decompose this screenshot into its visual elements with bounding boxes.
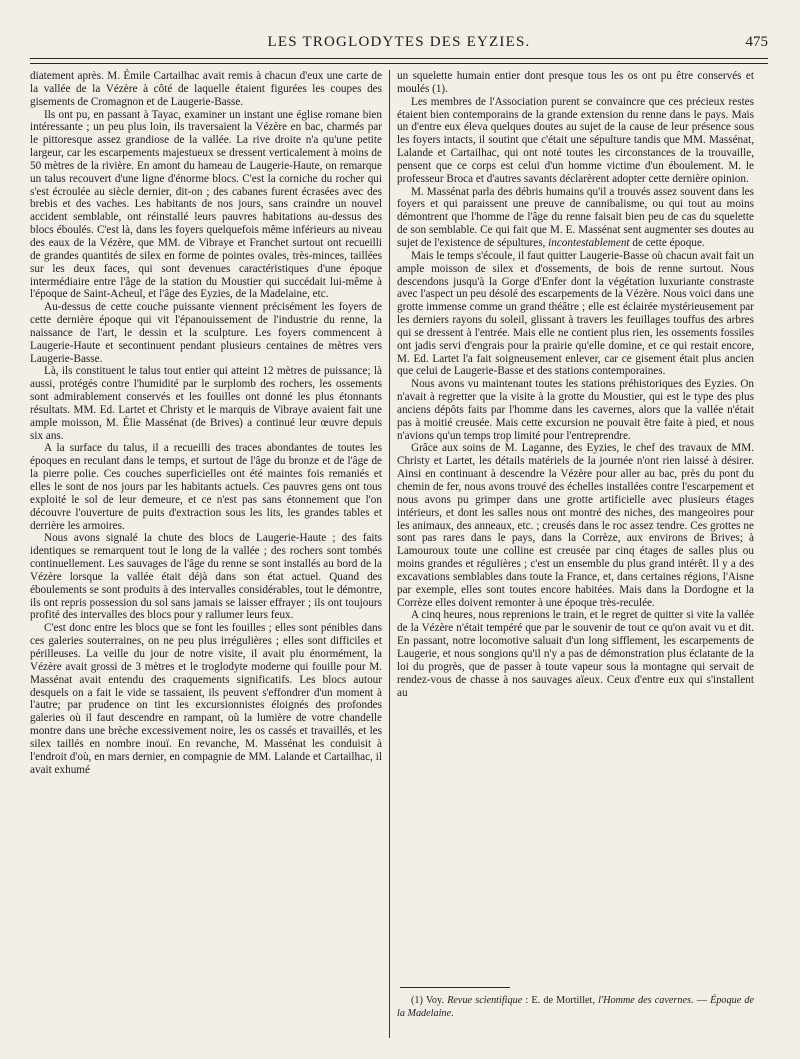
footnote-source: Revue scientifique	[447, 995, 523, 1006]
paragraph: Grâce aux soins de M. Laganne, des Eyzies, le chef des travaux de MM. Christy et Lartet, les détails matériels de la journée n'ont rien laissé à désirer. Ainsi en continuant à descendre la Vézère pour aller au bac, près du pont du chemin de fer, nous avons trouvé des échelles installées contre l'escarpement et nous avons pu grimper dans une grotte artificielle avec plusieurs étages intérieurs, et dont les salles nous ont montré des niches, des mangeoires pour les animaux, des anneaux, etc. ; creusés dans le roc assez tendre. Ces grottes ne sont pas rares dans le pays, dans la Corrèze, aux environs de Brives; à Lamouroux toute une colline est creusée par cinq étages de salles plus ou moins grandes et régulières ; c'est un ensemble du plus grand intérêt. Il y a des excavations semblables dans toute la France, et, dans certaines régions, l'Aisne par exemple, elles sont toutes encore habitées. Mais dans la Dordogne et la Corrèze elles doivent remonter à une époque très-reculée.	[397, 442, 754, 609]
footnote-middle: : E. de Mortillet,	[522, 995, 599, 1006]
paragraph-text: M. Massénat parla des débris humains qu'il a trouvés assez souvent dans les foyers et qui paraissent une preuve de cannibalisme, ou qui tout au moins démontrent que l'homme de l'âge du renne faisait bien peu de cas du squelette de son semblable. Ce qui fait que M. E. Massénat sent augmenter ses doutes au sujet de l'existence de sépultures,	[397, 185, 754, 249]
page-number: 475	[745, 34, 768, 50]
paragraph: Les membres de l'Association purent se convaincre que ces précieux restes étaient bien contemporains de la grande extension du renne dans le pays. Mais un d'entre eux éleva quelques doutes au sujet de la cause de leur présence sous les foyers intacts, il soutint que c'était une sépulture tandis que MM. Massénat, Lalande et Cartailhac, qui ont noté toutes les circonstances de la trouvaille, pensent que ce corps est celui d'un homme victime d'un éboulement. M. le professeur Broca et d'autres savants déclarèrent adopter cette dernière opinion.	[397, 95, 754, 185]
paragraph	[397, 186, 754, 250]
footnote-end: .	[451, 1007, 454, 1019]
paragraph: Nous avons signalé la chute des blocs de Laugerie-Haute ; des faits identiques se remarquent tout le long de la vallée ; des rochers sont tombés continuellement. Les sauvages de l'âge du renne se sont installés au bord de la Vézère lorsque la vallée était déjà dans son état actuel. Quand des éboulements se sont produits à des intervalles considérables, tout le démontre, ils ont repris possession du sol sans jamais se laisser effrayer ; ils ont toujours profité des intervalles des blocs pour y rallumer leurs feux.	[30, 532, 382, 622]
footnote-source: Époque de la Madelaine	[397, 995, 755, 1019]
footnote-marker: (1) Voy.	[411, 995, 444, 1006]
column-divider	[389, 70, 390, 1038]
footnote	[397, 995, 754, 1020]
left-column	[30, 70, 382, 776]
paragraph: C'est donc entre les blocs que se font les fouilles ; elles sont pénibles dans ces galeries souterraines, on ne peu plus irrégulières ; elles sont difficiles et périlleuses. La veille du jour de notre visite, il avait plu énormément, la Vézère avait grossi de 3 mètres et le troglodyte moderne qui fouille pour M. Massénat avait entendu des craquements significatifs. Les blocs autour desquels on a fait le vide se tassaient, ils peuvent s'effondrer d'un moment à l'autre; par prudence on tint les excursionnistes éloignés des profondes galeries où il faut descendre en rampant, où la lumière de votre chandelle montre dans une brèche excessivement noire, les os cassés et travaillés, et les silex taillés en nombre inouï. En revanche, M. Massénat les conduisit à l'endroit d'où, en mars dernier, en compagnie de MM. Lalande et Cartailhac, il avait exhumé	[30, 622, 382, 776]
paragraph: Nous avons vu maintenant toutes les stations préhistoriques des Eyzies. On n'avait à regretter que la visite à la grotte du Moustier, qui est le type des plus anciens dépôts faits par l'homme dans les cavernes, alors que la vallée n'était pas à moitié creusée. Mais cette excursion ne pouvait être faite à pied, et nous n'avions qu'un temps trop limité pour l'entreprendre.	[397, 378, 754, 442]
paragraph-tail: de cette époque.	[629, 236, 705, 249]
emphasis: incontestablement	[548, 236, 630, 249]
running-header	[30, 34, 768, 56]
paragraph: A cinq heures, nous reprenions le train, et le regret de quitter si vite la vallée de la Vézère n'était tempéré que par le souvenir de tout ce qu'on avait vu et dit. En passant, notre locomotive saluait d'un long sifflement, les escarpements de Laugerie, et nous songions qu'il n'y a pas de démonstration plus éclatante de la loi du progrès, que de passer à toute vapeur sous la montagne qui servait de rendez-vous de chasse à nos sauvages aïeux. Ceux d'entre eux qui s'installent au	[397, 609, 754, 699]
header-rule-bottom	[30, 63, 768, 64]
footnote-rule	[400, 987, 510, 988]
paragraph: A la surface du talus, il a recueilli des traces abondantes de toutes les époques en reculant dans le temps, et surtout de l'âge du bronze et de l'âge de la pierre polie. Ces couches superficielles ont été maintes fois remaniés et elles le sont de nos jours par les habitants actuels. Ces pauvres gens ont tous exploité le sol de leur demeure, et ce n'est pas sans étonnement que l'on découvre l'ouverture de puits d'extraction sous les lits, les grandes tables et derrière les armoires.	[30, 442, 382, 532]
paragraph: Au-dessus de cette couche puissante viennent précisément les foyers de cette dernière époque qui vit l'épanouissement de l'industrie du renne, la naissance de l'art, le dessin et la sculpture. Les foyers commencent à Laugerie-Haute et secontinuent pendant plusieurs centaines de mètres vers Laugerie-Basse.	[30, 301, 382, 365]
paragraph: un squelette humain entier dont presque tous les os ont pu être conservés et moulés (1).	[397, 70, 754, 95]
paragraph: Ils ont pu, en passant à Tayac, examiner un instant une église romane bien intéressante ; un peu plus loin, ils traversaient la Vézère en bac, charmés par le pittoresque assez grandiose de la vallée. La rive droite n'a qu'une petite largeur, car les escarpements majestueux se dressent verticalement à moins de 50 mètres de la rivière. En amont du hameau de Laugerie-Haute, on remarque un talus recouvert d'une ligne d'énorme blocs. C'est la corniche du rocher qui s'est écroulée au siècle dernier, dit-on ; des cabanes furent écrasées avec des brebis et des vaches. Les habitants de nos jours, sans craindre un nouvel accident semblable, ont réinstallé leurs pauvres habitations au-dessus des blocs éboulés. C'est là, dans les foyers quelquefois même inférieurs au niveau des eaux de la Vézère, que MM. de Vibraye et Franchet surtout ont recueilli de grandes quantités de silex en forme de pointes ovales, très-minces, taillées sur les deux faces, qui sont devenues caractéristiques d'une époque intermédiaire entre l'âge de la station du Moustier qui succédait lui-même à l'époque de Saint-Acheul, et l'âge des Eyzies, de la Madelaine, etc.	[30, 108, 382, 301]
paragraph: Là, ils constituent le talus tout entier qui atteint 12 mètres de puissance; là aussi, protégés contre l'humidité par le surplomb des rochers, les ossements sont admirablement conservés et les fouilles ont donné les plus étonnants résultats. MM. Ed. Lartet et Christy et le marquis de Vibraye avaient fait une ample moisson, M. Élie Massénat (de Brives) a continué leur œuvre depuis six ans.	[30, 365, 382, 442]
header-rule-top	[30, 58, 768, 59]
footnote-source: l'Homme des cavernes	[598, 995, 691, 1006]
header-title: LES TROGLODYTES DES EYZIES.	[267, 34, 531, 50]
paragraph: Mais le temps s'écoule, il faut quitter Laugerie-Basse où chacun avait fait un ample moisson de silex et d'ossements, de bois de renne surtout. Nous descendons jusqu'à la Gorge d'Enfer dont la végétation luxuriante constraste avec l'aspect un peu désolé des escarpements de la Vézère. Nous voici dans une grotte immense comme un grand théâtre ; elle est éclairée mystérieusement par les derniers rayons du soleil, glissant à travers les feuillages touffus des arbres qui se dressent à l'entrée. Mais elle ne contient plus rien, les ossements fossiles ont jadis servi d'engrais pour la prairie qu'elle domine, et ce qui restait encore, M. Ed. Lartet l'a fait soigneusement enlever, car ce gisement était plus ancien que celui de Laugerie-Basse et des stations contemporaines.	[397, 249, 754, 378]
footnote-dash: . —	[690, 995, 711, 1006]
right-column	[397, 70, 754, 699]
paragraph: diatement après. M. Émile Cartailhac avait remis à chacun d'eux une carte de la vallée de la Vézère à côté de laquelle étaient figurées les coupes des gisements de Cromagnon et de Laugerie-Basse.	[30, 70, 382, 108]
footnote-text	[397, 995, 754, 1020]
